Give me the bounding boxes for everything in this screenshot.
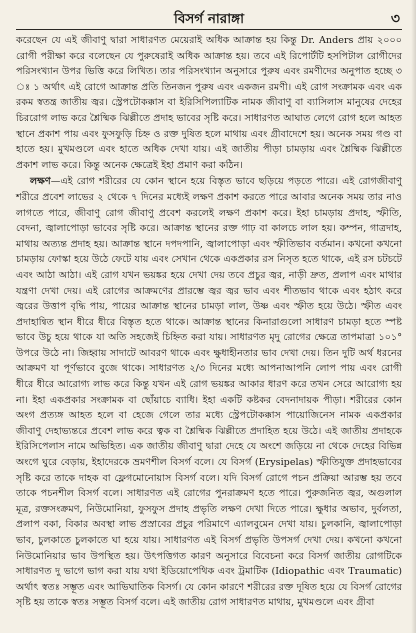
- page-number: ৩: [390, 11, 400, 27]
- running-header: [16, 7, 402, 27]
- paragraph-intro: করেছেন যে এই জীবাণু দ্বারা সাধারণত মেয়েরাই অধিক আক্রান্ত হয় কিন্তু Dr. Anders প্রায় ২০০০ রোগী পরীক্ষা করে বলেছেন যে পুরুষেরাই অধিক আক্রান্ত হয়। তবে এই রিপোর্টটি হসপিটাল রোগীদের পরিসংখ্যান উপর ভিত্তি করে লিখিত। তার পরিসংখ্যান অনুসারে পুরুষ এবং রমণীদের অনুপাত হচ্ছে ৩ ঃ ১ অর্থাৎ এই রোগে আক্রান্ত প্রতি তিনজন পুরুষ এবং একজন রমণী। এই রোগ সংক্রামক এবং এক রকম স্বতন্ত্র জাতীয় জ্বর। স্ট্রেপটোকক্কাস বা ইরিসিপিল্যাটিক নামক জীবাণু বা ব্যাসিলাস মানুষের দেহের চিররোগ লাভ করে শ্লৈষ্মিক ঝিল্লীতে প্রদাহ ভাবের সৃষ্টি করে। সাধারণত আঘাত লেগে রোগ হলে আহত স্থানে প্রকাশ পায় এবং ফুসফুড়ি চিহ্ন ও রক্ত দুষিত হলে মাথায় এবং গ্রীবাদেশে হয়। অনেক সময় গণ্ড বা হাতে হয়। মুখমণ্ডলে এবং হাতে অধিক দেখা যায়। এই জাতীয় পীড়া চামড়ায় এবং শ্লৈষ্মিক ঝিল্লীতে প্রকাশ লাভ করে। কিন্তু অনেক ক্ষেত্রেই ইহা প্রমাণ করা কঠিন।: [16, 35, 402, 171]
- symptoms-body: —এই রোগ শরীরের যে কোন স্থানে হয়ে বিস্তৃত ভাবে ছড়িয়ে পড়তে পারে। এই রোগজীবাণু শরীরে প্রবেশ লাভের ২ থেকে ৭ দিনের মধ্যেই লক্ষণ প্রকাশ করতে পারে আবার অনেক সময় তার নাও লাগতে পারে, জীবাণু রোগ জীবাণু প্রবেশ করলেই লক্ষণ প্রকাশ করে। ইহা চামড়ায় প্রদাহ, স্ফীতি, বেদনা, জ্বালাপোড়া ভাবের সৃষ্টি করে। আক্রান্ত স্থানের রক্ত গাঢ় বা কালচে লাল হয়। কম্পন, গাত্রদাহ, মাথায় অত্যন্ত প্রদাহ হয়। আক্রান্ত স্থানে দপদপানি, জ্বালাপোড়া এবং স্ফীতিভাব বর্তমান। কখনো কখনো চামড়ায় ফোস্কা হয়ে উঠে ফেটে যায় এবং সেখান থেকে একপ্রকার রস নিসৃত হতে থাকে, এই রস চটচটে এবং আঠা আঠা। এই রোগ যখন ভয়ঙ্কর হয়ে দেখা দেয় তবে প্রচুর জ্বর, নাড়ী দ্রুত, প্রলাপ এবং মাথার যন্ত্রণা দেখা দেয়। এই রোগের আক্রমণের প্রারম্ভে জ্বর জ্বর ভাব এবং শীতভাব থাকে এবং হঠাৎ করে জ্বরের উত্তাপ বৃদ্ধি পায়, পায়ের আক্রান্ত স্থানের চামড়া লাল, উষ্ণ এবং স্ফীত হয়ে উঠে। স্ফীত এবং প্রদাহান্বিত স্থান ধীরে ধীরে বিস্তৃত হতে থাকে। আক্রান্ত স্থানের কিনারাগুলো সাধারণ চামড়া হতে স্পষ্ট ভাবে উচু হয়ে থাকে যা অতি সহজেই চিহ্নিত করা যায়। সাধারণত মৃদু রোগের ক্ষেত্রে তাপমাত্রা ১০১° উপরে উঠে না। জিহ্বায় সাদাটে আবরণ থাকে এবং ক্ষুধাহীনতার ভাব দেখা দেয়। তিন দুটি অর্থ ধরনের আক্রমণ যা পূর্ণভাবে বুজে থাকে। সাধারণত ২/৩ দিনের মধ্যে আপনাআপনি লোপ পায় এবং রোগী ধীরে ধীরে আরোগ্য লাভ করে কিন্তু যখন এই রোগ ভয়ঙ্কর আকার ধারণ করে তখন সেরে আরোগ্য হয় না। ইহা একপ্রকার সংক্রামক বা ছোঁয়াচে ব্যাধি। ইহা একটি কষ্টকর বেদনাদায়ক পীড়া। শরীরের কোন অংগ প্রত্যঙ্গ আহত হলে বা হেজে গেলে তার মধ্যে স্ট্রেপটোকক্কাস পায়োজিনেস নামক একপ্রকার জীবাণু দেহাভ্যন্তরে প্রবেশ লাভ করে ত্বক বা শ্লৈষ্মিক ঝিল্লীতে প্রদাহিত হয়ে উঠে। এই জাতীয় প্রদাহকে ইরিসিপেলাস নামে অভিহিত। এক জাতীয় জীবাণু দ্বারা দেহে যে অংশে জড়িয়ে না থেকে দেহের বিভিন্ন অংগে ঘুরে বেড়ায়, ইহাদেরকে ভ্রমণশীল বিসর্গ বলে। যে বিসর্গ (Erysipelas) স্ফীতিযুক্ত প্রদাহভাবের সৃষ্টি করে তাকে দাহক বা ফ্লেগমোনোয়াস বিসর্গ বলে। যদি বিসর্গ রোগে পচন প্রক্রিয়া আরম্ভ হয় তবে তাকে পচনশীল বিসর্গ বলে। সাধারণত এই রোগের পুনরাক্রমণ হতে পারে। পুরুজনিত জ্বর, অগুলাল মূত্র, রক্তসংক্রমণ, নিউমোনিয়া, ফুসফুস প্রদাহ প্রভৃতি লক্ষণ দেখা দিতে পারে। ক্ষুধার অভাব, দুর্বলতা, প্রলাপ বকা, বিকার অবস্থা লাভ প্রস্রাবের প্রচুর পরিমাণে এ্যালবুমেন দেখা যায়। চুলকানি, জ্বালাপোড়া ভাব, চুলকাতে চুলকাতে ঘা হয়ে যায়। সাধারণত এই বিসর্গ প্রভৃতি উপসর্গ দেখা দেয়। কখনো কখনো নিউমোনিয়ার ভাব উপস্থিত হয়। উৎপত্তিগত কারণ অনুসারে বিবেচনা করে বিসর্গ জাতীয় রোগটিকে সাধারণত দু ভাগে ভাগ করা যায় যথা ইডিয়োপেথিক এবং ট্রমাটিক (Idiopathic এবং Traumatic) অর্থাৎ স্বতঃ সম্ভূত এবং আভিঘাতিক বিসর্গ। যে কোন কারণে শরীরের রক্ত দূষিত হয়ে যে বিসর্গ রোগের সৃষ্টি হয় তাকে স্বতঃ সম্ভূত বিসর্গ বলে। এই জাতীয় রোগ সাধারণত মাথায়, মুখমণ্ডলে এবং গ্রীবা: [16, 176, 402, 609]
- paragraph-symptoms: [16, 174, 402, 611]
- symptoms-heading: লক্ষণ: [30, 176, 51, 188]
- page-edge-shadow: [411, 0, 416, 633]
- running-title: বিসর্গ নারাঙ্গা: [173, 11, 245, 27]
